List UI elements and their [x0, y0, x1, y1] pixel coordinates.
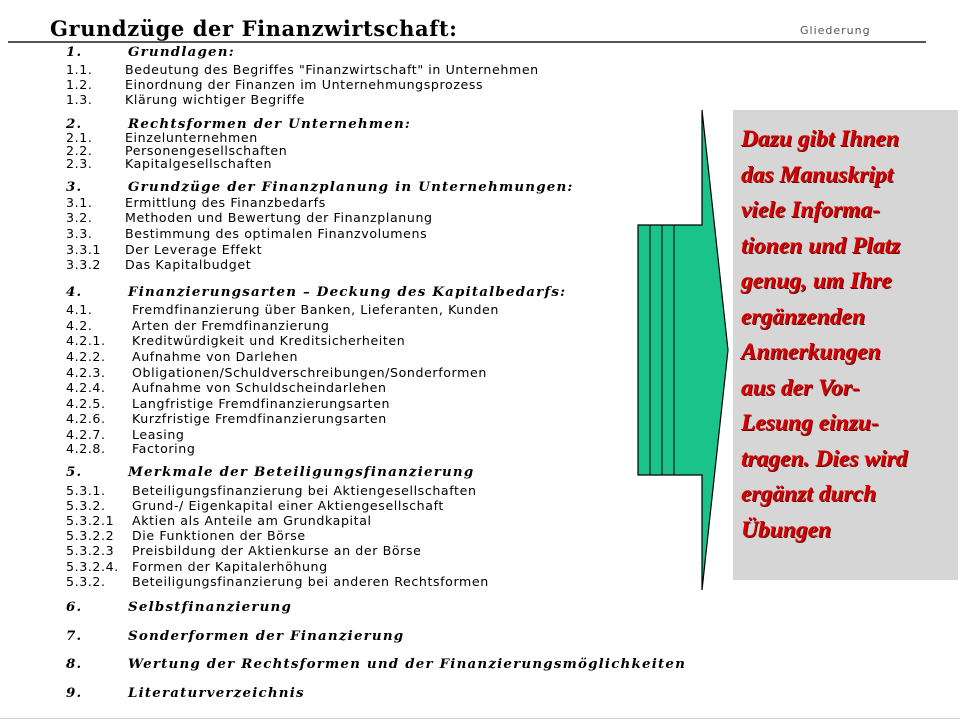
note-line: ergänzt durch — [741, 481, 877, 507]
toc-number: 8. — [66, 656, 83, 672]
toc-number: 9. — [66, 685, 83, 701]
note-line: viele Informa- — [741, 197, 881, 223]
toc-number: 4.2.6. — [66, 411, 106, 426]
toc-text: Bedeutung des Begriffes "Finanzwirtschaft" in Unternehmen — [125, 62, 539, 77]
note-box — [733, 110, 958, 580]
toc-number: 4.2.1. — [66, 333, 106, 348]
toc-text: Formen der Kapitalerhöhung — [132, 559, 328, 574]
toc-text: Methoden und Bewertung der Finanzplanung — [125, 210, 433, 225]
toc-text: Kreditwürdigkeit und Kreditsicherheiten — [132, 333, 406, 348]
toc-number: 5.3.1. — [66, 483, 106, 498]
toc-text: Finanzierungsarten – Deckung des Kapitalbedarfs: — [128, 284, 567, 300]
toc-number: 3.1. — [66, 195, 93, 210]
toc-number: 7. — [66, 628, 83, 644]
toc-number: 1.2. — [66, 77, 93, 92]
toc-text: Grundlagen: — [128, 44, 235, 60]
toc-text: Sonderformen der Finanzierung — [128, 628, 405, 644]
toc-text: Arten der Fremdfinanzierung — [132, 318, 330, 333]
toc-text: Ermittlung des Finanzbedarfs — [125, 195, 326, 210]
toc-text: Kurzfristige Fremdfinanzierungsarten — [132, 411, 387, 426]
toc-text: Kapitalgesellschaften — [125, 156, 273, 171]
toc-number: 4.2.2. — [66, 349, 106, 364]
toc-text: Aufnahme von Schuldscheindarlehen — [132, 380, 387, 395]
bottom-divider — [0, 718, 960, 719]
toc-number: 2. — [66, 116, 83, 132]
toc-text: Selbstfinanzierung — [128, 599, 293, 615]
toc-number: 3.2. — [66, 210, 93, 225]
toc-number: 2.3. — [66, 156, 93, 171]
toc-number: 4. — [66, 284, 83, 300]
toc-text: Factoring — [132, 441, 196, 456]
toc-text: Die Funktionen der Börse — [132, 528, 306, 543]
toc-number: 3. — [66, 179, 83, 195]
toc-text: Obligationen/Schuldverschreibungen/Sonderformen — [132, 365, 487, 380]
toc-text: Beteiligungsfinanzierung bei anderen Rechtsformen — [132, 574, 489, 589]
toc-number: 5.3.2.2 — [66, 528, 115, 543]
note-line: ergänzenden — [741, 303, 866, 330]
toc-number: 3.3.1 — [66, 242, 102, 257]
right-arrow-icon — [620, 100, 730, 600]
note-line: Übungen — [741, 516, 832, 543]
note-line: das Manuskript — [741, 161, 894, 188]
note-line: tragen. Dies wird — [741, 445, 908, 472]
toc-text: Langfristige Fremdfinanzierungsarten — [132, 396, 391, 411]
toc-text: Einzelunternehmen — [125, 130, 258, 145]
note-line: tionen und Platz — [741, 232, 901, 259]
toc-text: Merkmale der Beteiligungsfinanzierung — [128, 464, 475, 480]
slide-title: Grundzüge der Finanzwirtschaft: — [50, 16, 458, 41]
toc-number: 4.2.8. — [66, 441, 106, 456]
toc-text: Literaturverzeichnis — [128, 685, 305, 701]
toc-number: 5. — [66, 464, 83, 480]
note-line: genug, um Ihre — [741, 268, 892, 294]
toc-text: Einordnung der Finanzen im Unternehmungsprozess — [125, 77, 484, 92]
toc-number: 5.3.2.4. — [66, 559, 119, 574]
toc-text: Klärung wichtiger Begriffe — [125, 92, 305, 107]
toc-number: 5.3.2.3 — [66, 543, 115, 558]
toc-number: 5.3.2. — [66, 498, 106, 513]
note-line: aus der Vor- — [741, 374, 860, 401]
toc-number: 3.3.2 — [66, 257, 102, 272]
toc-text: Grundzüge der Finanzplanung in Unternehmungen: — [128, 179, 574, 195]
toc-text: Wertung der Rechtsformen und der Finanzierungsmöglichkeiten — [128, 656, 687, 672]
toc-number: 4.2.7. — [66, 427, 106, 442]
toc-text: Aufnahme von Darlehen — [132, 349, 299, 364]
toc-text: Beteiligungsfinanzierung bei Aktiengesellschaften — [132, 483, 477, 498]
toc-number: 4.2.4. — [66, 380, 106, 395]
toc-number: 1. — [66, 44, 83, 60]
toc-text: Personengesellschaften — [125, 143, 288, 158]
toc-number: 5.3.2. — [66, 574, 106, 589]
toc-text: Bestimmung des optimalen Finanzvolumens — [125, 226, 428, 241]
toc-text: Grund-/ Eigenkapital einer Aktiengesellschaft — [132, 498, 444, 513]
toc-text: Aktien als Anteile am Grundkapital — [132, 513, 372, 528]
note-line: Anmerkungen — [741, 339, 881, 365]
note-text — [741, 122, 954, 548]
title-divider — [8, 41, 926, 43]
toc-number: 4.2. — [66, 318, 93, 333]
toc-text: Das Kapitalbudget — [125, 257, 252, 272]
toc-number: 1.1. — [66, 62, 93, 77]
toc-text: Leasing — [132, 427, 185, 442]
toc-text: Rechtsformen der Unternehmen: — [128, 116, 412, 132]
toc-number: 6. — [66, 599, 83, 615]
toc-number: 2.1. — [66, 130, 93, 145]
toc-number: 1.3. — [66, 92, 93, 107]
note-line: Lesung einzu- — [741, 410, 879, 436]
toc-text: Preisbildung der Aktienkurse an der Börse — [132, 543, 422, 558]
toc-number: 2.2. — [66, 143, 93, 158]
toc-number: 4.1. — [66, 302, 93, 317]
toc-number: 3.3. — [66, 226, 93, 241]
toc-text: Fremdfinanzierung über Banken, Lieferanten, Kunden — [132, 302, 499, 317]
toc-number: 4.2.3. — [66, 365, 106, 380]
toc-number: 4.2.5. — [66, 396, 106, 411]
toc-text: Der Leverage Effekt — [125, 242, 263, 257]
note-line: Dazu gibt Ihnen — [741, 126, 900, 152]
toc-number: 5.3.2.1 — [66, 513, 115, 528]
section-tag: Gliederung — [800, 24, 871, 37]
